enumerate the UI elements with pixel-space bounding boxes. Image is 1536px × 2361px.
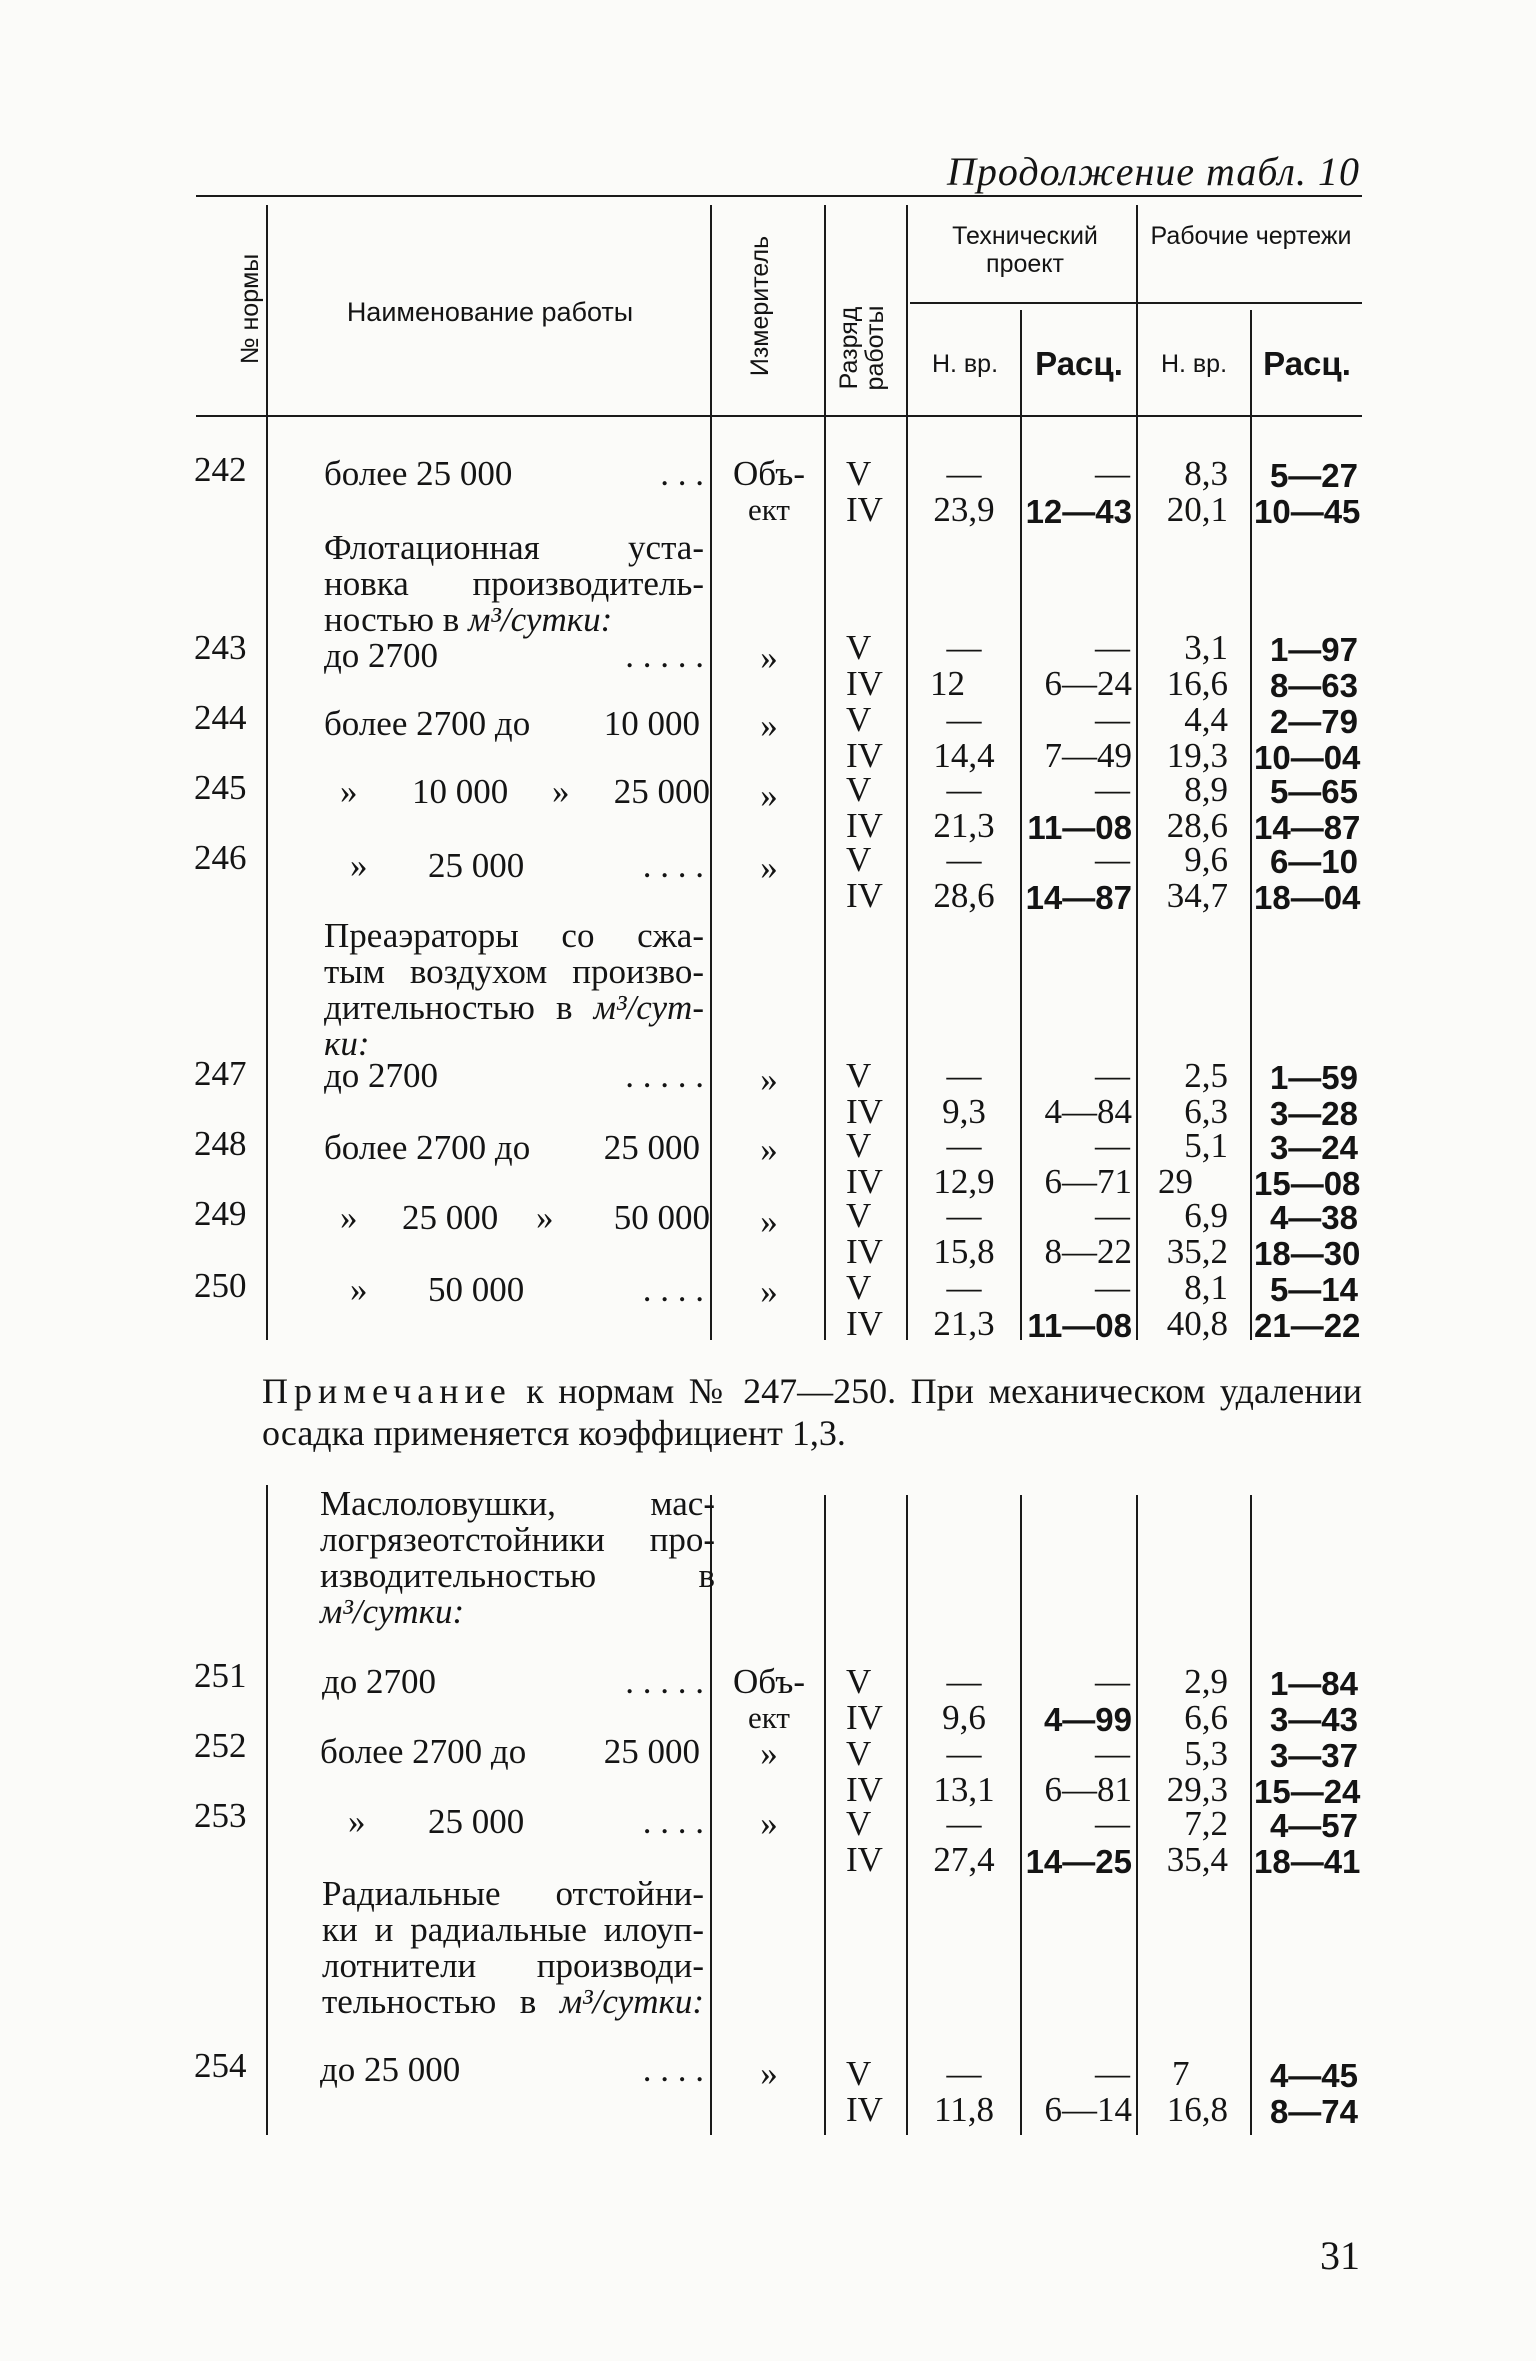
tech-time-250b: 21,3: [933, 1304, 995, 1343]
grade-244b: IV: [846, 736, 883, 775]
draw-time-247b: 6,3: [1184, 1092, 1228, 1131]
work-253: [348, 1804, 704, 1840]
tech-price-250b: 11—08: [1027, 1307, 1132, 1344]
tech-time-252a: —: [946, 1734, 982, 1773]
work-243-text: до 2700: [324, 636, 439, 675]
rad-line-2: ки и радиальные илоуп-: [322, 1910, 704, 1949]
grade-248b: IV: [846, 1162, 883, 1201]
draw-price-249a: 4—38: [1269, 1199, 1358, 1236]
work-249-to: 50 000: [613, 1198, 710, 1237]
work-254-text: до 25 000: [320, 2050, 461, 2089]
draw-price-243b: 8—63: [1269, 667, 1358, 704]
tech-price-242b: 12—43: [1025, 493, 1132, 530]
draw-price-254a: 4—45: [1269, 2057, 1358, 2094]
tech-time-244b: 14,4: [933, 736, 995, 775]
unit-245: »: [760, 776, 778, 815]
grade-253a: V: [846, 1804, 872, 1843]
draw-time-244b: 19,3: [1166, 736, 1228, 775]
tech-price-249b: 8—22: [1044, 1232, 1132, 1271]
draw-price-244b: 10—04: [1254, 739, 1361, 776]
group-flotation: [324, 530, 704, 638]
work-251: [322, 1664, 704, 1700]
tech-price-249a: —: [1095, 1196, 1130, 1235]
draw-time-243a: 3,1: [1184, 628, 1228, 667]
oil-line-2: логрязеотстойники про-: [320, 1520, 715, 1559]
draw-time-252a: 5,3: [1184, 1734, 1228, 1773]
draw-price-245a: 5—65: [1269, 773, 1358, 810]
t2-col-rule-1: [266, 1485, 268, 2135]
col-rule-1: [266, 205, 268, 1340]
header-bottom-rule: [196, 415, 1362, 417]
header-work-drawings: Рабочие чертежи: [1150, 222, 1352, 250]
flot-line-3: [324, 602, 704, 638]
grade-254a: V: [846, 2054, 872, 2093]
unit-251b: ект: [748, 1700, 790, 1735]
draw-time-253b: 35,4: [1166, 1840, 1228, 1879]
grade-252b: IV: [846, 1770, 883, 1809]
oil-line-3: изводительностью в: [320, 1556, 715, 1595]
grade-250a: V: [846, 1268, 872, 1307]
table-top-rule: [196, 195, 1362, 197]
work-247: [324, 1058, 704, 1094]
rad-line-1: Радиальные отстойни-: [322, 1874, 704, 1913]
ditto-mark: »: [552, 772, 570, 811]
ditto-mark: »: [348, 1802, 366, 1841]
norm-253: 253: [194, 1796, 247, 1835]
header-tech-time: Н. вр.: [931, 350, 999, 378]
work-242: [324, 456, 704, 492]
tech-time-246b: 28,6: [933, 876, 995, 915]
work-252-text: более 2700 до: [320, 1732, 527, 1771]
work-252: [320, 1734, 704, 1770]
work-246-value: 25 000: [428, 846, 525, 885]
tech-price-248a: —: [1095, 1126, 1130, 1165]
dots: . . .: [660, 454, 704, 493]
tech-time-249b: 15,8: [933, 1232, 995, 1271]
tech-time-246a: —: [946, 840, 982, 879]
work-246: [350, 848, 704, 884]
header-grade: Разряд работы: [835, 305, 889, 391]
draw-time-242b: 20,1: [1166, 490, 1228, 529]
tech-price-251a: —: [1095, 1662, 1130, 1701]
tech-price-253b: 14—25: [1025, 1843, 1132, 1880]
draw-time-253a: 7,2: [1184, 1804, 1228, 1843]
work-244-text: более 2700 до: [324, 704, 531, 743]
draw-price-242a: 5—27: [1269, 457, 1358, 494]
draw-time-245a: 8,9: [1184, 770, 1228, 809]
tech-time-251b: 9,6: [942, 1698, 986, 1737]
tech-time-250a: —: [946, 1268, 982, 1307]
unit-246: »: [760, 848, 778, 887]
dots: . . . . .: [625, 1056, 704, 1095]
group-oil-traps: [320, 1486, 715, 1630]
ditto-mark: »: [340, 772, 358, 811]
grade-244a: V: [846, 700, 872, 739]
work-243: [324, 638, 704, 674]
ditto-mark: »: [350, 846, 368, 885]
tech-price-247b: 4—84: [1044, 1092, 1132, 1131]
grade-250b: IV: [846, 1304, 883, 1343]
norm-249: 249: [194, 1194, 247, 1233]
grade-243a: V: [846, 628, 872, 667]
col-rule-3: [824, 205, 826, 1340]
draw-time-252b: 29,3: [1166, 1770, 1228, 1809]
grade-252a: V: [846, 1734, 872, 1773]
work-248: [324, 1130, 704, 1166]
tech-time-247b: 9,3: [942, 1092, 986, 1131]
draw-price-248a: 3—24: [1269, 1129, 1358, 1166]
work-244: [324, 706, 704, 742]
tech-price-243a: —: [1095, 628, 1130, 667]
norm-247: 247: [194, 1054, 247, 1093]
unit-244: »: [760, 706, 778, 745]
prea-line-3: [324, 990, 704, 1026]
grade-242b: IV: [846, 490, 883, 529]
draw-time-250a: 8,1: [1184, 1268, 1228, 1307]
draw-price-243a: 1—97: [1269, 631, 1358, 668]
grade-248a: V: [846, 1126, 872, 1165]
ditto-mark: »: [536, 1198, 554, 1237]
draw-time-254b: 16,8: [1166, 2090, 1228, 2129]
norm-252: 252: [194, 1726, 247, 1765]
grade-249b: IV: [846, 1232, 883, 1271]
tech-price-245b: 11—08: [1027, 809, 1132, 846]
draw-price-250b: 21—22: [1254, 1307, 1361, 1344]
dots: . . . .: [642, 2050, 704, 2089]
header-tech-project: Технический проект: [952, 222, 1098, 278]
tech-price-248b: 6—71: [1044, 1162, 1132, 1201]
grade-251b: IV: [846, 1698, 883, 1737]
draw-time-254a: 7: [1172, 2054, 1190, 2093]
work-254: [320, 2052, 704, 2088]
tech-time-249a: —: [946, 1196, 982, 1235]
unit-253: »: [760, 1804, 778, 1843]
norm-254: 254: [194, 2046, 247, 2085]
tech-time-244a: —: [946, 700, 982, 739]
draw-time-245b: 28,6: [1166, 806, 1228, 845]
work-242-text: более 25 000: [324, 454, 513, 493]
ditto-mark: »: [350, 1270, 368, 1309]
draw-time-248a: 5,1: [1184, 1126, 1228, 1165]
draw-price-246a: 6—10: [1269, 843, 1358, 880]
draw-time-249b: 35,2: [1166, 1232, 1228, 1271]
work-245-to: 25 000: [613, 772, 710, 811]
draw-price-248b: 15—08: [1254, 1165, 1361, 1202]
prea-line-3-text: дительностью в: [324, 988, 573, 1027]
work-249-from: 25 000: [402, 1198, 499, 1237]
tech-price-250a: —: [1095, 1268, 1130, 1307]
draw-price-252b: 15—24: [1254, 1773, 1361, 1810]
tech-time-254a: —: [946, 2054, 982, 2093]
norm-244: 244: [194, 698, 247, 737]
unit-254: »: [760, 2054, 778, 2093]
flot-line-3-text: ностью в: [324, 600, 460, 639]
col-rule-7: [1250, 310, 1252, 1340]
page-number: 31: [1320, 2233, 1360, 2278]
work-252-value: 25 000: [603, 1732, 700, 1771]
work-250-value: 50 000: [428, 1270, 525, 1309]
dots: . . . .: [642, 1802, 704, 1841]
draw-time-249a: 6,9: [1184, 1196, 1228, 1235]
prea-line-1: Преаэраторы со сжа-: [324, 916, 704, 955]
draw-price-246b: 18—04: [1254, 879, 1361, 916]
work-245: [340, 774, 710, 810]
unit-242b: ект: [748, 492, 790, 527]
tech-price-244a: —: [1095, 700, 1130, 739]
draw-time-242a: 8,3: [1184, 454, 1228, 493]
note-label: Примечание: [262, 1371, 512, 1411]
t2-col-rule-4: [906, 1495, 908, 2135]
t2-col-rule-5: [1020, 1495, 1022, 2135]
dots: . . . .: [642, 1270, 704, 1309]
tech-time-245a: —: [946, 770, 982, 809]
tech-time-243b: 12: [930, 664, 965, 703]
tech-time-251a: —: [946, 1662, 982, 1701]
prea-unit-a: м³/сут-: [593, 988, 704, 1027]
work-245-from: 10 000: [412, 772, 509, 811]
grade-247b: IV: [846, 1092, 883, 1131]
oil-unit: м³/сутки:: [320, 1592, 465, 1631]
dots: . . . . .: [625, 1662, 704, 1701]
tech-price-251b: 4—99: [1043, 1701, 1132, 1738]
grade-245b: IV: [846, 806, 883, 845]
header-unit: Измеритель: [746, 235, 774, 377]
unit-250: »: [760, 1272, 778, 1311]
tech-time-248b: 12,9: [933, 1162, 995, 1201]
tech-time-254b: 11,8: [934, 2090, 994, 2129]
draw-price-253a: 4—57: [1269, 1807, 1358, 1844]
tech-time-248a: —: [946, 1126, 982, 1165]
draw-price-247b: 3—28: [1269, 1095, 1358, 1132]
draw-price-251a: 1—84: [1269, 1665, 1358, 1702]
draw-time-250b: 40,8: [1166, 1304, 1228, 1343]
t2-col-rule-7: [1250, 1495, 1252, 2135]
tech-price-243b: 6—24: [1044, 664, 1132, 703]
header-norm-no: № нормы: [236, 253, 264, 365]
grade-245a: V: [846, 770, 872, 809]
norm-242: 242: [194, 450, 247, 489]
draw-price-252a: 3—37: [1269, 1737, 1358, 1774]
oil-line-1: Маслоловушки, мас-: [320, 1484, 715, 1523]
group-radial-settlers: [322, 1876, 704, 2020]
ditto-mark: »: [340, 1198, 358, 1237]
work-247-text: до 2700: [324, 1056, 439, 1095]
t2-col-rule-3: [824, 1495, 826, 2135]
work-251-text: до 2700: [322, 1662, 437, 1701]
tech-price-254b: 6—14: [1044, 2090, 1132, 2129]
table-note: [262, 1370, 1362, 1454]
grade-242a: V: [846, 454, 872, 493]
draw-time-251b: 6,6: [1184, 1698, 1228, 1737]
norm-246: 246: [194, 838, 247, 877]
unit-249: »: [760, 1202, 778, 1241]
header-draw-time: Н. вр.: [1160, 350, 1228, 378]
tech-time-247a: —: [946, 1056, 982, 1095]
header-draw-price: Расц.: [1263, 345, 1351, 382]
tech-time-242b: 23,9: [933, 490, 995, 529]
work-244-value: 10 000: [603, 704, 700, 743]
flot-unit: м³/сутки:: [468, 600, 613, 639]
draw-time-243b: 16,6: [1166, 664, 1228, 703]
draw-price-250a: 5—14: [1269, 1271, 1358, 1308]
prea-line-2: тым воздухом произво-: [324, 952, 704, 991]
draw-price-249b: 18—30: [1254, 1235, 1361, 1272]
dots: . . . .: [642, 846, 704, 885]
flot-line-2: новка производитель-: [324, 564, 704, 603]
tech-price-252a: —: [1095, 1734, 1130, 1773]
grade-254b: IV: [846, 2090, 883, 2129]
work-248-value: 25 000: [603, 1128, 700, 1167]
tech-price-247a: —: [1095, 1056, 1130, 1095]
grade-246b: IV: [846, 876, 883, 915]
prea-unit-b: ки:: [324, 1024, 370, 1063]
draw-price-247a: 1—59: [1269, 1059, 1358, 1096]
grade-253b: IV: [846, 1840, 883, 1879]
col-rule-6: [1136, 205, 1138, 1340]
note-text: к нормам № 247—250. При механическом удалении осадка применяется коэффициент 1,3.: [262, 1371, 1362, 1453]
draw-time-244a: 4,4: [1184, 700, 1228, 739]
tech-time-242a: —: [946, 454, 982, 493]
tech-time-253a: —: [946, 1804, 982, 1843]
header-tech-price: Расц.: [1035, 345, 1123, 382]
tech-time-245b: 21,3: [933, 806, 995, 845]
flot-line-1: Флотационная уста-: [324, 528, 704, 567]
work-249: [340, 1200, 710, 1236]
draw-price-251b: 3—43: [1269, 1701, 1358, 1738]
col-rule-4: [906, 205, 908, 1340]
draw-price-254b: 8—74: [1269, 2093, 1358, 2130]
draw-time-247a: 2,5: [1184, 1056, 1228, 1095]
unit-242a: Объ-: [733, 454, 805, 493]
draw-price-244a: 2—79: [1269, 703, 1358, 740]
norm-250: 250: [194, 1266, 247, 1305]
grade-247a: V: [846, 1056, 872, 1095]
grade-246a: V: [846, 840, 872, 879]
rad-line-3: лотнители производи-: [322, 1946, 704, 1985]
tech-price-252b: 6—81: [1044, 1770, 1132, 1809]
header-work-name: Наименование работы: [346, 297, 634, 327]
draw-price-242b: 10—45: [1254, 493, 1361, 530]
col-rule-5: [1020, 310, 1022, 1340]
norm-251: 251: [194, 1656, 247, 1695]
draw-price-253b: 18—41: [1254, 1843, 1361, 1880]
unit-252: »: [760, 1734, 778, 1773]
unit-247: »: [760, 1060, 778, 1099]
tech-price-245a: —: [1095, 770, 1130, 809]
norm-245: 245: [194, 768, 247, 807]
tech-price-253a: —: [1095, 1804, 1130, 1843]
draw-time-251a: 2,9: [1184, 1662, 1228, 1701]
tech-price-244b: 7—49: [1044, 736, 1132, 775]
dots: . . . . .: [625, 636, 704, 675]
draw-time-246a: 9,6: [1184, 840, 1228, 879]
draw-price-245b: 14—87: [1254, 809, 1361, 846]
work-253-value: 25 000: [428, 1802, 525, 1841]
grade-243b: IV: [846, 664, 883, 703]
rad-unit: м³/сутки:: [559, 1982, 705, 2021]
tech-time-252b: 13,1: [933, 1770, 995, 1809]
tech-time-253b: 27,4: [933, 1840, 995, 1879]
unit-251a: Объ-: [733, 1662, 805, 1701]
norm-248: 248: [194, 1124, 247, 1163]
grade-251a: V: [846, 1662, 872, 1701]
work-250: [350, 1272, 704, 1308]
rad-line-4-text: тельностью в: [322, 1982, 537, 2021]
draw-time-246b: 34,7: [1166, 876, 1228, 915]
tech-price-246b: 14—87: [1025, 879, 1132, 916]
col-rule-2: [710, 205, 712, 1340]
table-caption: Продолжение табл. 10: [946, 149, 1360, 194]
rad-line-4: [322, 1984, 704, 2020]
grade-249a: V: [846, 1196, 872, 1235]
tech-price-246a: —: [1095, 840, 1130, 879]
t2-col-rule-6: [1136, 1495, 1138, 2135]
draw-time-248b: 29: [1158, 1162, 1193, 1201]
tech-price-254a: —: [1095, 2054, 1130, 2093]
norm-243: 243: [194, 628, 247, 667]
work-248-text: более 2700 до: [324, 1128, 531, 1167]
group-preaerators: [324, 918, 704, 1062]
tech-time-243a: —: [946, 628, 982, 667]
unit-243: »: [760, 638, 778, 677]
tech-price-242a: —: [1095, 454, 1130, 493]
unit-248: »: [760, 1130, 778, 1169]
